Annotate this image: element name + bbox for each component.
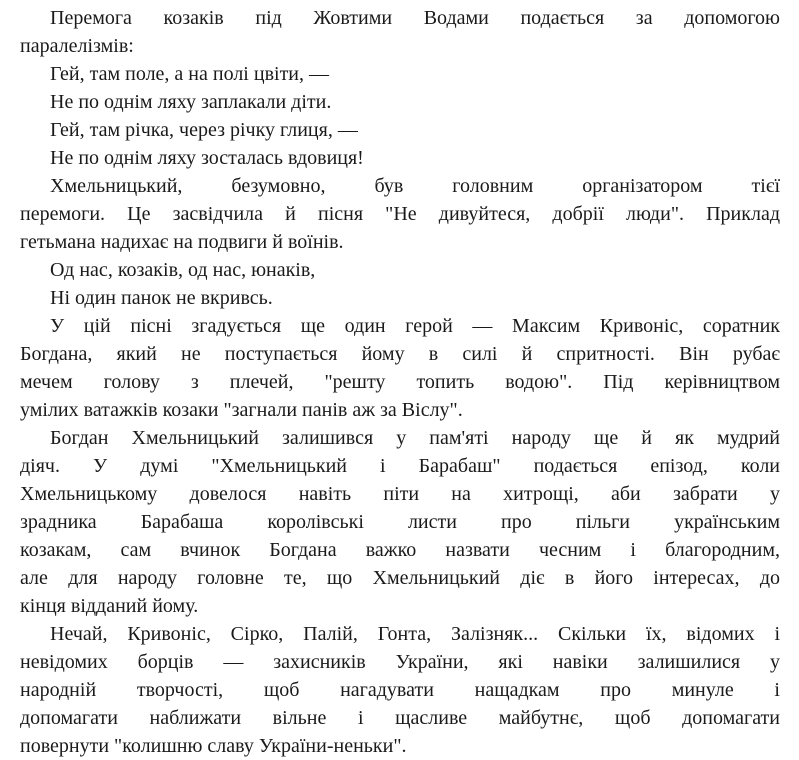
text-line: У цій пісні згадується ще один герой — Максим Кривоніс, соратник <box>50 315 780 337</box>
text-line: Од нас, козаків, од нас, юнаків, <box>50 259 316 281</box>
text-line: Гей, там поле, а на полі цвіти, — <box>50 63 330 85</box>
text-line: Хмельницький, безумовно, був головним організатором тієї <box>50 175 780 197</box>
text-line: Богдан Хмельницький залишився у пам'яті народу ще й як мудрий <box>50 427 780 449</box>
text-line: Хмельницькому довелося навіть піти на хитрощі, аби забрати у <box>20 483 780 505</box>
text-line: Перемога козаків під Жовтими Водами подається за допомогою <box>50 7 780 29</box>
text-line: допомагати наближати вільне і щасливе майбутнє, щоб допомагати <box>20 707 780 729</box>
text-line: умілих ватажків козаки "загнали панів аж за Віслу". <box>20 399 463 421</box>
text-line: Богдана, який не поступається йому в силі й спритності. Він рубає <box>20 343 780 365</box>
text-line: Ні один панок не вкривсь. <box>50 287 273 309</box>
text-line: гетьмана надихає на подвиги й воїнів. <box>20 231 344 253</box>
text-line: кінця відданий йому. <box>20 595 199 617</box>
text-line: Гей, там річка, через річку глиця, — <box>50 119 358 141</box>
text-line: перемоги. Це засвідчила й пісня "Не дивуйтеся, добрії люди". Приклад <box>20 203 780 225</box>
text-line: Не по однім ляху зосталась вдовиця! <box>50 147 364 169</box>
text-line: Не по однім ляху заплакали діти. <box>50 91 332 113</box>
text-line: Нечай, Кривоніс, Сірко, Палій, Гонта, Залізняк... Скільки їх, відомих і <box>50 623 780 645</box>
text-line: але для народу головне те, що Хмельницький діє в його інтересах, до <box>20 567 780 589</box>
text-line: паралелізмів: <box>20 35 134 57</box>
text-line: діяч. У думі "Хмельницький і Барабаш" подається епізод, коли <box>20 455 780 477</box>
text-line: зрадника Барабаша королівські листи про пільги українським <box>20 511 780 533</box>
text-line: повернути "колишню славу України-неньки". <box>20 735 407 757</box>
text-line: мечем голову з плечей, "решту топить водою". Під керівництвом <box>20 371 780 393</box>
document-page <box>20 4 780 760</box>
text-line: козакам, сам вчинок Богдана важко назвати чесним і благородним, <box>20 539 780 561</box>
text-line: народній творчості, щоб нагадувати нащадкам про минуле і <box>20 679 780 701</box>
text-line: невідомих борців — захисників України, які навіки залишилися у <box>20 651 780 673</box>
